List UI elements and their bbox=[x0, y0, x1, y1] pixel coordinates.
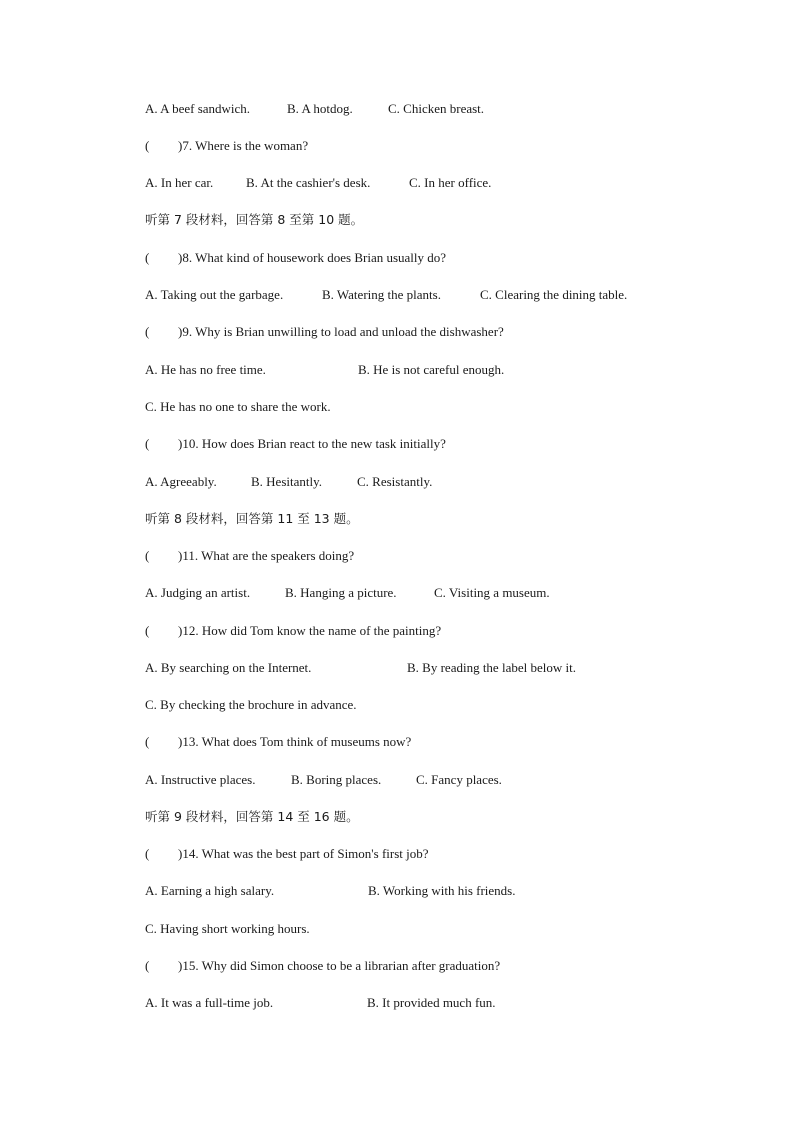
q11-option-a: A. Judging an artist. bbox=[145, 585, 251, 600]
q7-option-c: C. In her office. bbox=[409, 175, 492, 190]
q8-option-c: C. Clearing the dining table. bbox=[480, 287, 628, 302]
question-text: 12. How did Tom know the name of the painting? bbox=[182, 623, 442, 638]
question-8: ( )8. What kind of housework does Brian usually do? bbox=[145, 250, 447, 265]
question-text: 13. What does Tom think of museums now? bbox=[182, 734, 412, 749]
section-9-heading: 听第 9 段材料，回答第 14 至 16 题。 bbox=[145, 809, 359, 824]
q14-option-c: C. Having short working hours. bbox=[145, 921, 310, 936]
q11-option-b: B. Hanging a picture. bbox=[285, 585, 397, 600]
q12-option-a: A. By searching on the Internet. bbox=[145, 660, 312, 675]
q14-option-a: A. Earning a high salary. bbox=[145, 883, 275, 898]
q12-option-b: B. By reading the label below it. bbox=[407, 660, 576, 675]
answer-blank: ( bbox=[145, 250, 150, 265]
q11-option-c: C. Visiting a museum. bbox=[434, 585, 550, 600]
question-text: 10. How does Brian react to the new task initially? bbox=[182, 436, 446, 451]
q10-option-a: A. Agreeably. bbox=[145, 474, 217, 489]
question-text: 15. Why did Simon choose to be a librarian after graduation? bbox=[182, 958, 501, 973]
q15-option-a: A. It was a full-time job. bbox=[145, 995, 274, 1010]
question-text: 9. Why is Brian unwilling to load and unload the dishwasher? bbox=[182, 324, 504, 339]
question-14: ( )14. What was the best part of Simon's first job? bbox=[145, 846, 429, 861]
answer-blank: ( bbox=[145, 623, 150, 638]
question-12: ( )12. How did Tom know the name of the painting? bbox=[145, 623, 442, 638]
q7-option-a: A. In her car. bbox=[145, 175, 214, 190]
q8-option-a: A. Taking out the garbage. bbox=[145, 287, 284, 302]
q9-option-b: B. He is not careful enough. bbox=[358, 362, 505, 377]
answer-blank: ( bbox=[145, 846, 150, 861]
answer-blank: ( bbox=[145, 548, 150, 563]
q7-option-b: B. At the cashier's desk. bbox=[246, 175, 371, 190]
section-7-heading: 听第 7 段材料，回答第 8 至第 10 题。 bbox=[145, 212, 364, 227]
q6-option-c: C. Chicken breast. bbox=[388, 101, 485, 116]
q6-option-a: A. A beef sandwich. bbox=[145, 101, 251, 116]
answer-blank: ( bbox=[145, 324, 150, 339]
answer-blank: ( bbox=[145, 958, 150, 973]
question-text: 11. What are the speakers doing? bbox=[182, 548, 355, 563]
question-7: ( )7. Where is the woman? bbox=[145, 138, 309, 153]
q10-option-b: B. Hesitantly. bbox=[251, 474, 323, 489]
question-13: ( )13. What does Tom think of museums now? bbox=[145, 734, 412, 749]
question-text: 14. What was the best part of Simon's first job? bbox=[182, 846, 429, 861]
question-9: ( )9. Why is Brian unwilling to load and unload the dishwasher? bbox=[145, 324, 504, 339]
q6-option-b: B. A hotdog. bbox=[287, 101, 353, 116]
question-text: 7. Where is the woman? bbox=[182, 138, 309, 153]
q13-option-b: B. Boring places. bbox=[291, 772, 382, 787]
question-15: ( )15. Why did Simon choose to be a librarian after graduation? bbox=[145, 958, 501, 973]
q13-option-a: A. Instructive places. bbox=[145, 772, 256, 787]
answer-blank: ( bbox=[145, 734, 150, 749]
answer-blank: ( bbox=[145, 436, 150, 451]
section-8-heading: 听第 8 段材料，回答第 11 至 13 题。 bbox=[145, 511, 359, 526]
q9-option-a: A. He has no free time. bbox=[145, 362, 266, 377]
q13-option-c: C. Fancy places. bbox=[416, 772, 502, 787]
question-text: 8. What kind of housework does Brian usually do? bbox=[182, 250, 447, 265]
q9-option-c: C. He has no one to share the work. bbox=[145, 399, 331, 414]
answer-blank: ( bbox=[145, 138, 150, 153]
q10-option-c: C. Resistantly. bbox=[357, 474, 433, 489]
question-11: ( )11. What are the speakers doing? bbox=[145, 548, 355, 563]
q8-option-b: B. Watering the plants. bbox=[322, 287, 441, 302]
q14-option-b: B. Working with his friends. bbox=[368, 883, 516, 898]
question-10: ( )10. How does Brian react to the new task initially? bbox=[145, 436, 446, 451]
q12-option-c: C. By checking the brochure in advance. bbox=[145, 697, 357, 712]
q15-option-b: B. It provided much fun. bbox=[367, 995, 496, 1010]
